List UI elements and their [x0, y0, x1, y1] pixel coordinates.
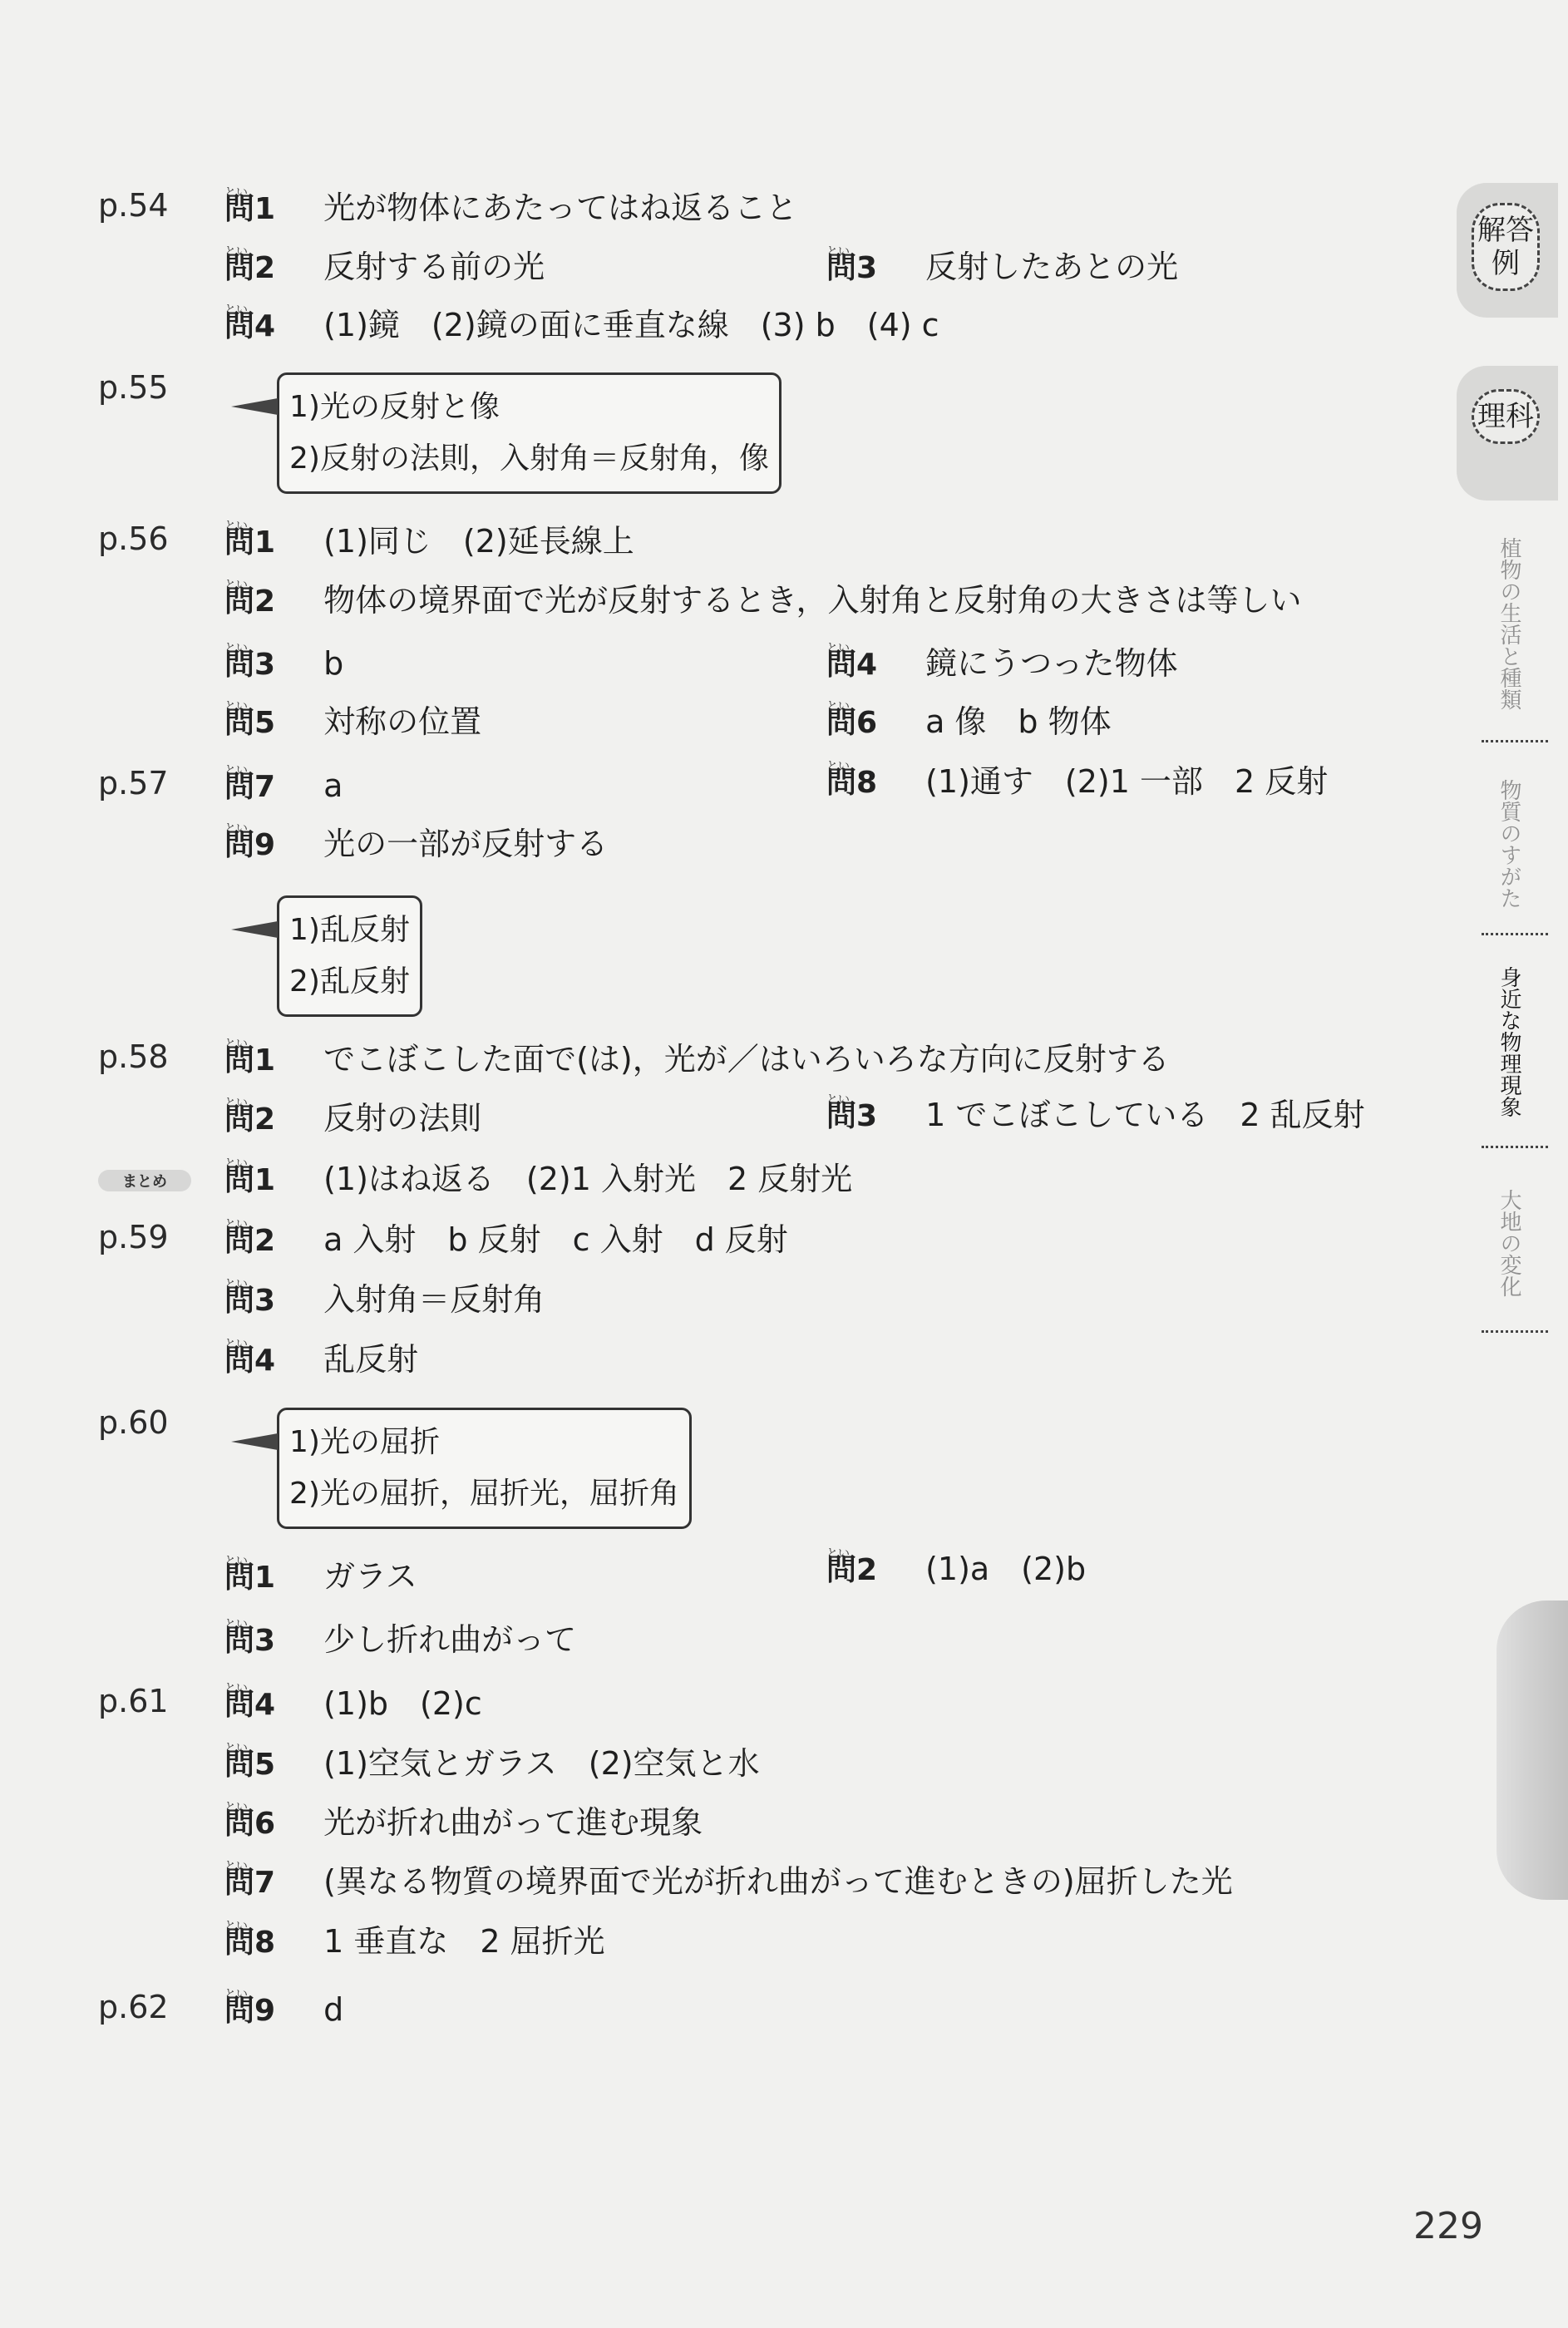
- question-label: とい 問2: [224, 1221, 275, 1262]
- callout-line: 2)乱反射: [289, 964, 410, 999]
- question-label: とい 問8: [224, 1922, 275, 1964]
- answer-line: [826, 643, 1178, 686]
- question-label: とい 問2: [224, 581, 275, 623]
- question-label: とい 問3: [224, 1280, 275, 1322]
- answer-text: d: [323, 1991, 344, 2028]
- question-label: とい 問7: [224, 1862, 275, 1904]
- answer-text: (1)通す (2)1 一部 2 反射: [925, 763, 1329, 800]
- question-label: とい 問2: [826, 1550, 877, 1591]
- answer-text: 光が折れ曲がって進む現象: [323, 1804, 703, 1841]
- answer-text: (1)空気とガラス (2)空気と水: [323, 1745, 760, 1782]
- callout-line: 1)乱反射: [289, 913, 410, 947]
- answer-line: [224, 246, 545, 289]
- callout-pointer: [231, 398, 278, 415]
- answer-line: [826, 701, 1112, 744]
- page-ref-p62: p.62: [98, 1989, 169, 2025]
- answer-line: [224, 304, 939, 348]
- question-label: とい 問4: [224, 1684, 275, 1726]
- question-label: とい 問4: [224, 1340, 275, 1382]
- answer-text: 反射する前の光: [323, 249, 545, 285]
- question-label: とい 問6: [826, 703, 877, 744]
- side-nav-divider: [1482, 1330, 1548, 1333]
- answer-text: (1)同じ (2)延長線上: [323, 523, 634, 560]
- callout-box: [277, 1408, 692, 1529]
- answer-text: (異なる物質の境界面で光が折れ曲がって進むときの)屈折した光: [323, 1863, 1233, 1900]
- callout-line: 2)反射の法則，入射角＝反射角，像: [289, 441, 769, 476]
- answer-line: [224, 1921, 605, 1964]
- answer-line: [826, 246, 1178, 289]
- side-tab-label-science: 理科: [1472, 389, 1540, 444]
- question-label: とい 問6: [224, 1803, 275, 1845]
- page-ref-p54: p.54: [98, 187, 169, 224]
- answer-text: 反射したあとの光: [925, 249, 1179, 285]
- answer-line: [826, 1548, 1086, 1591]
- answer-text: 対称の位置: [323, 703, 482, 740]
- page-edge-shadow: [1497, 1600, 1568, 1900]
- question-label: とい 問3: [224, 1620, 275, 1662]
- answer-text: 鏡にうつった物体: [925, 645, 1178, 682]
- answer-line: [224, 1097, 481, 1141]
- answer-text: 反射の法則: [323, 1100, 482, 1137]
- question-label: とい 問5: [224, 1744, 275, 1786]
- question-label: とい 問3: [224, 644, 275, 686]
- side-tab-label-answer-key: 解答例: [1472, 203, 1540, 291]
- answer-text: b: [323, 645, 344, 682]
- page-ref-p58: p.58: [98, 1038, 169, 1075]
- question-label: とい 問3: [826, 248, 877, 289]
- page-ref-p55: p.55: [98, 369, 169, 406]
- answer-text: 光が物体にあたってはね返ること: [323, 190, 798, 226]
- answer-line: [224, 823, 608, 866]
- callout-pointer: [231, 1433, 278, 1450]
- answer-text: でこぼこした面で(は)，光が／はいろいろな方向に反射する: [323, 1041, 1170, 1078]
- question-label: とい 問1: [224, 1557, 275, 1599]
- callout-line: 2)光の屈折，屈折光，屈折角: [289, 1477, 679, 1511]
- answer-text: a 像 b 物体: [925, 703, 1112, 740]
- answer-text: (1)b (2)c: [323, 1685, 482, 1722]
- question-label: とい 問2: [224, 1099, 275, 1141]
- answer-line: [224, 1219, 788, 1262]
- answer-text: a 入射 b 反射 c 入射 d 反射: [323, 1221, 788, 1258]
- answer-line: [224, 1802, 703, 1845]
- side-nav-divider: [1482, 1146, 1548, 1148]
- answer-text: (1)a (2)b: [925, 1551, 1087, 1587]
- side-nav-item-active: 身近な物理現象: [1497, 966, 1521, 1117]
- callout-box: [277, 895, 422, 1017]
- answer-line: [224, 1619, 576, 1662]
- answer-line: [224, 1683, 482, 1726]
- question-label: とい 問4: [826, 644, 877, 686]
- side-nav-divider: [1482, 740, 1548, 742]
- answer-line: [224, 1339, 418, 1382]
- answer-line: [224, 1158, 852, 1201]
- page-ref-p60: p.60: [98, 1404, 169, 1441]
- side-nav-item: 物質のすがた: [1497, 779, 1521, 909]
- answer-line: [224, 701, 481, 744]
- question-label: とい 問8: [826, 762, 877, 804]
- side-nav-item: 大地の変化: [1497, 1188, 1521, 1297]
- question-label: とい 問9: [224, 1990, 275, 2032]
- summary-badge: まとめ: [98, 1170, 191, 1191]
- callout-line: 1)光の反射と像: [289, 390, 500, 424]
- question-label: とい 問5: [224, 703, 275, 744]
- question-label: とい 問1: [224, 1040, 275, 1082]
- question-label: とい 問4: [224, 306, 275, 348]
- callout-line: 1)光の屈折: [289, 1425, 440, 1459]
- page-ref-p61: p.61: [98, 1683, 169, 1719]
- answer-line: [224, 580, 1302, 623]
- question-label: とい 問1: [224, 522, 275, 564]
- side-nav-item: 植物の生活と種類: [1497, 537, 1521, 710]
- question-label: とい 問2: [224, 248, 275, 289]
- page-ref-p59: p.59: [98, 1219, 169, 1255]
- answer-text: (1)はね返る (2)1 入射光 2 反射光: [323, 1161, 853, 1197]
- side-nav-divider: [1482, 933, 1548, 935]
- callout-box: [277, 372, 782, 494]
- question-label: とい 問3: [826, 1096, 877, 1137]
- answer-text: ガラス: [323, 1558, 417, 1595]
- answer-text: 少し折れ曲がって: [323, 1621, 577, 1658]
- answer-line: [224, 1861, 1233, 1904]
- answer-line: [224, 1038, 1170, 1082]
- answer-line: [826, 1094, 1365, 1137]
- answer-line: [224, 1743, 760, 1786]
- answer-line: [224, 643, 343, 686]
- answer-line: [224, 1556, 417, 1599]
- question-label: とい 問7: [224, 767, 275, 808]
- answer-line: [224, 520, 634, 564]
- question-label: とい 問1: [224, 1160, 275, 1201]
- page-number: 229: [1413, 2205, 1483, 2247]
- page-ref-p57: p.57: [98, 765, 169, 801]
- answer-line: [224, 1279, 545, 1322]
- callout-pointer: [231, 921, 278, 938]
- answer-text: 物体の境界面で光が反射するとき，入射角と反射角の大きさは等しい: [323, 582, 1302, 619]
- question-label: とい 問9: [224, 825, 275, 866]
- answer-text: 光の一部が反射する: [323, 826, 609, 862]
- answer-text: 入射角＝反射角: [323, 1281, 545, 1318]
- answer-line: [826, 761, 1328, 804]
- answer-text: 1 垂直な 2 屈折光: [323, 1923, 605, 1960]
- answer-line: [224, 765, 343, 808]
- answer-text: 乱反射: [323, 1341, 419, 1378]
- answer-text: (1)鏡 (2)鏡の面に垂直な線 (3) b (4) c: [323, 307, 939, 343]
- answer-line: [224, 187, 797, 230]
- page-ref-p56: p.56: [98, 520, 169, 557]
- answer-text: a: [323, 767, 343, 804]
- answer-line: [224, 1989, 343, 2032]
- question-label: とい 問1: [224, 189, 275, 230]
- answer-text: 1 でこぼこしている 2 乱反射: [925, 1097, 1365, 1133]
